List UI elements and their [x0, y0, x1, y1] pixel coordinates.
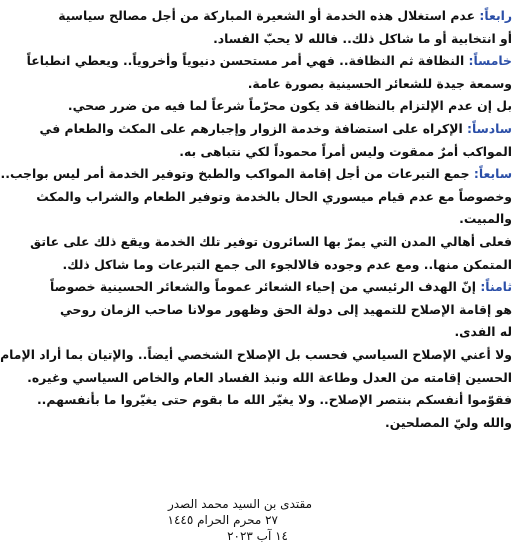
point-5-label: خامساً: [468, 53, 512, 69]
statement-line [26, 50, 512, 73]
line-text: وسمعة جيدة للشعائر الحسينية بصورة عامة. [247, 75, 512, 91]
line-text: له الفدى. [454, 324, 512, 340]
line-text: النظافة ثم النظافة.. فهي أمر مستحسن دنيوياً وأخروياً.. ويعطي انطباعاً [26, 53, 469, 69]
line-text: ولا أعني الإصلاح السياسي فحسب بل الإصلاح الشخصي أيضاً.. والإتيان بما أراد الإمام [0, 346, 512, 362]
statement-line [36, 186, 512, 209]
statement-line [60, 141, 512, 164]
line-text: أو انتخابية أو ما شاكل ذلك.. فالله لا يحبّ الفساد. [213, 30, 512, 46]
signature-block [128, 496, 328, 544]
line-text: عدم استغلال هذه الخدمة أو الشعيرة المباركة من أجل مصالح سياسية [58, 8, 480, 23]
signature-gregorian-date: ١٤ آب ٢٠٢٣ [227, 529, 288, 543]
statement-body [0, 5, 512, 434]
statement-line [39, 118, 512, 141]
statement-line [60, 28, 512, 51]
line-text: والله وليّ المصلحين. [384, 414, 512, 430]
statement-line [60, 5, 512, 28]
line-text: فقوّموا أنفسكم بنتصر الإصلاح.. ولا يغيّر الله ما بقوم حتى يغيّروا ما بأنفسهم.. [36, 392, 512, 408]
statement-line [0, 163, 512, 186]
line-text: بل إن عدم الإلتزام بالنظافة قد يكون محرّماً شرعاً لما فيه من ضرر صحي. [67, 98, 512, 114]
line-text: المتمكن منها.. ومع عدم وجوده فالالجوء الى جمع التبرعات وما شاكل ذلك. [62, 256, 512, 272]
statement-line [60, 73, 512, 96]
statement-line [60, 321, 512, 344]
line-text: جمع التبرعات من أجل إقامة المواكب والطبخ وتوفير الخدمة أمر ليس بواجب.. [0, 166, 474, 182]
line-text: فعلى أهالي المدن التي يمرّ بها السائرون توفير تلك الخدمة ويقع ذلك على عاتق [30, 233, 512, 249]
line-text: الحسين إقامته من العدل وطاعة الله ونبذ الفساد العام والخاص السياسي وغيره. [27, 369, 512, 385]
line-text: إنّ الهدف الرئيسي من إحياء الشعائر عموماً والشعائر الحسينية خصوصاً [49, 279, 481, 295]
statement-line [30, 231, 512, 254]
line-text: هو إقامة الإصلاح للتمهيد إلى دولة الحق وظهور مولانا صاحب الزمان روحي [60, 301, 512, 317]
line-text: الإكراه على استضافة وخدمة الزوار وإجبارهم على المكث والطعام في [39, 120, 467, 136]
statement-line [60, 208, 512, 231]
line-text: المواكب أمرٌ ممقوت وليس أمراً محموداً لكي نتباهى به. [179, 143, 512, 159]
statement-line [60, 299, 512, 322]
statement-line [49, 276, 512, 299]
statement-line [0, 344, 512, 367]
point-8-label: ثامناً: [480, 279, 512, 295]
statement-line [36, 389, 512, 412]
point-6-label: سادساً: [467, 120, 512, 136]
statement-line [60, 412, 512, 435]
statement-line [60, 254, 512, 277]
signature-name: مقتدى بن السيد محمد الصدر [167, 497, 312, 511]
line-text: والمبيت. [459, 211, 512, 227]
line-text: وخصوصاً مع عدم قيام ميسوري الحال بالخدمة وتوفير الطعام والشراب والمكث [36, 188, 512, 204]
point-4-label: رابعاً: [479, 8, 512, 23]
point-7-label: سابعاً: [473, 166, 512, 182]
statement-line [60, 95, 512, 118]
statement-line [27, 367, 512, 390]
signature-hijri-date: ٢٧ محرم الحرام ١٤٤٥ [167, 513, 278, 527]
